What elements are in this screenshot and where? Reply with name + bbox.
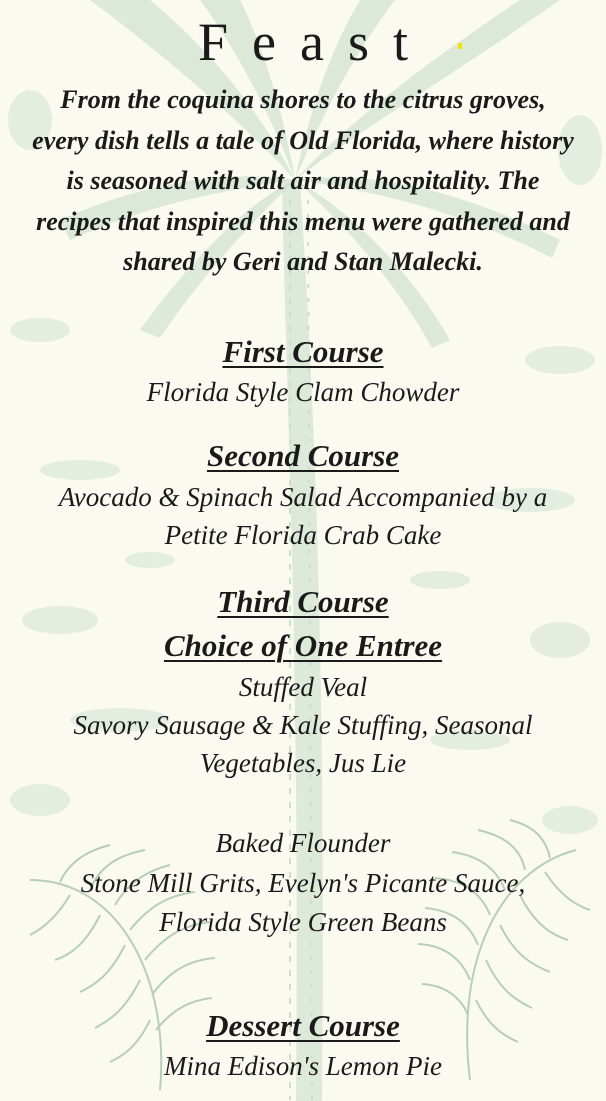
first-course-heading: First Course — [222, 334, 384, 369]
second-course-item-line1: Avocado & Spinach Salad Accompanied by a — [58, 482, 548, 512]
dessert-course-item: Mina Edison's Lemon Pie — [163, 1051, 442, 1081]
first-course-item: Florida Style Clam Chowder — [146, 377, 460, 407]
entree1-description-line2: Vegetables, Jus Lie — [199, 748, 407, 778]
dessert-course-heading: Dessert Course — [206, 1008, 400, 1043]
entree2-name: Baked Flounder — [215, 828, 391, 858]
second-course-heading: Second Course — [206, 438, 400, 473]
menu-title: Feast — [198, 12, 432, 72]
second-course-item-line2: Petite Florida Crab Cake — [164, 520, 442, 550]
entree2-description-line1: Stone Mill Grits, Evelyn's Picante Sauce, — [80, 868, 526, 898]
menu-intro: From the coquina shores to the citrus groves, every dish tells a tale of Old Florida, where history is seasoned with salt air and hospitality. The recipes that inspired this menu were gathered and shared by Geri and Stan Malecki. — [32, 85, 574, 276]
entree2-description-line2: Florida Style Green Beans — [159, 907, 447, 937]
third-course-heading: Third Course — [217, 584, 389, 619]
entree1-description-line1: Savory Sausage & Kale Stuffing, Seasonal — [73, 710, 533, 740]
yellow-accent-mark — [458, 43, 462, 49]
entree1-name: Stuffed Veal — [238, 672, 368, 702]
third-course-subheading: Choice of One Entree — [163, 628, 443, 663]
